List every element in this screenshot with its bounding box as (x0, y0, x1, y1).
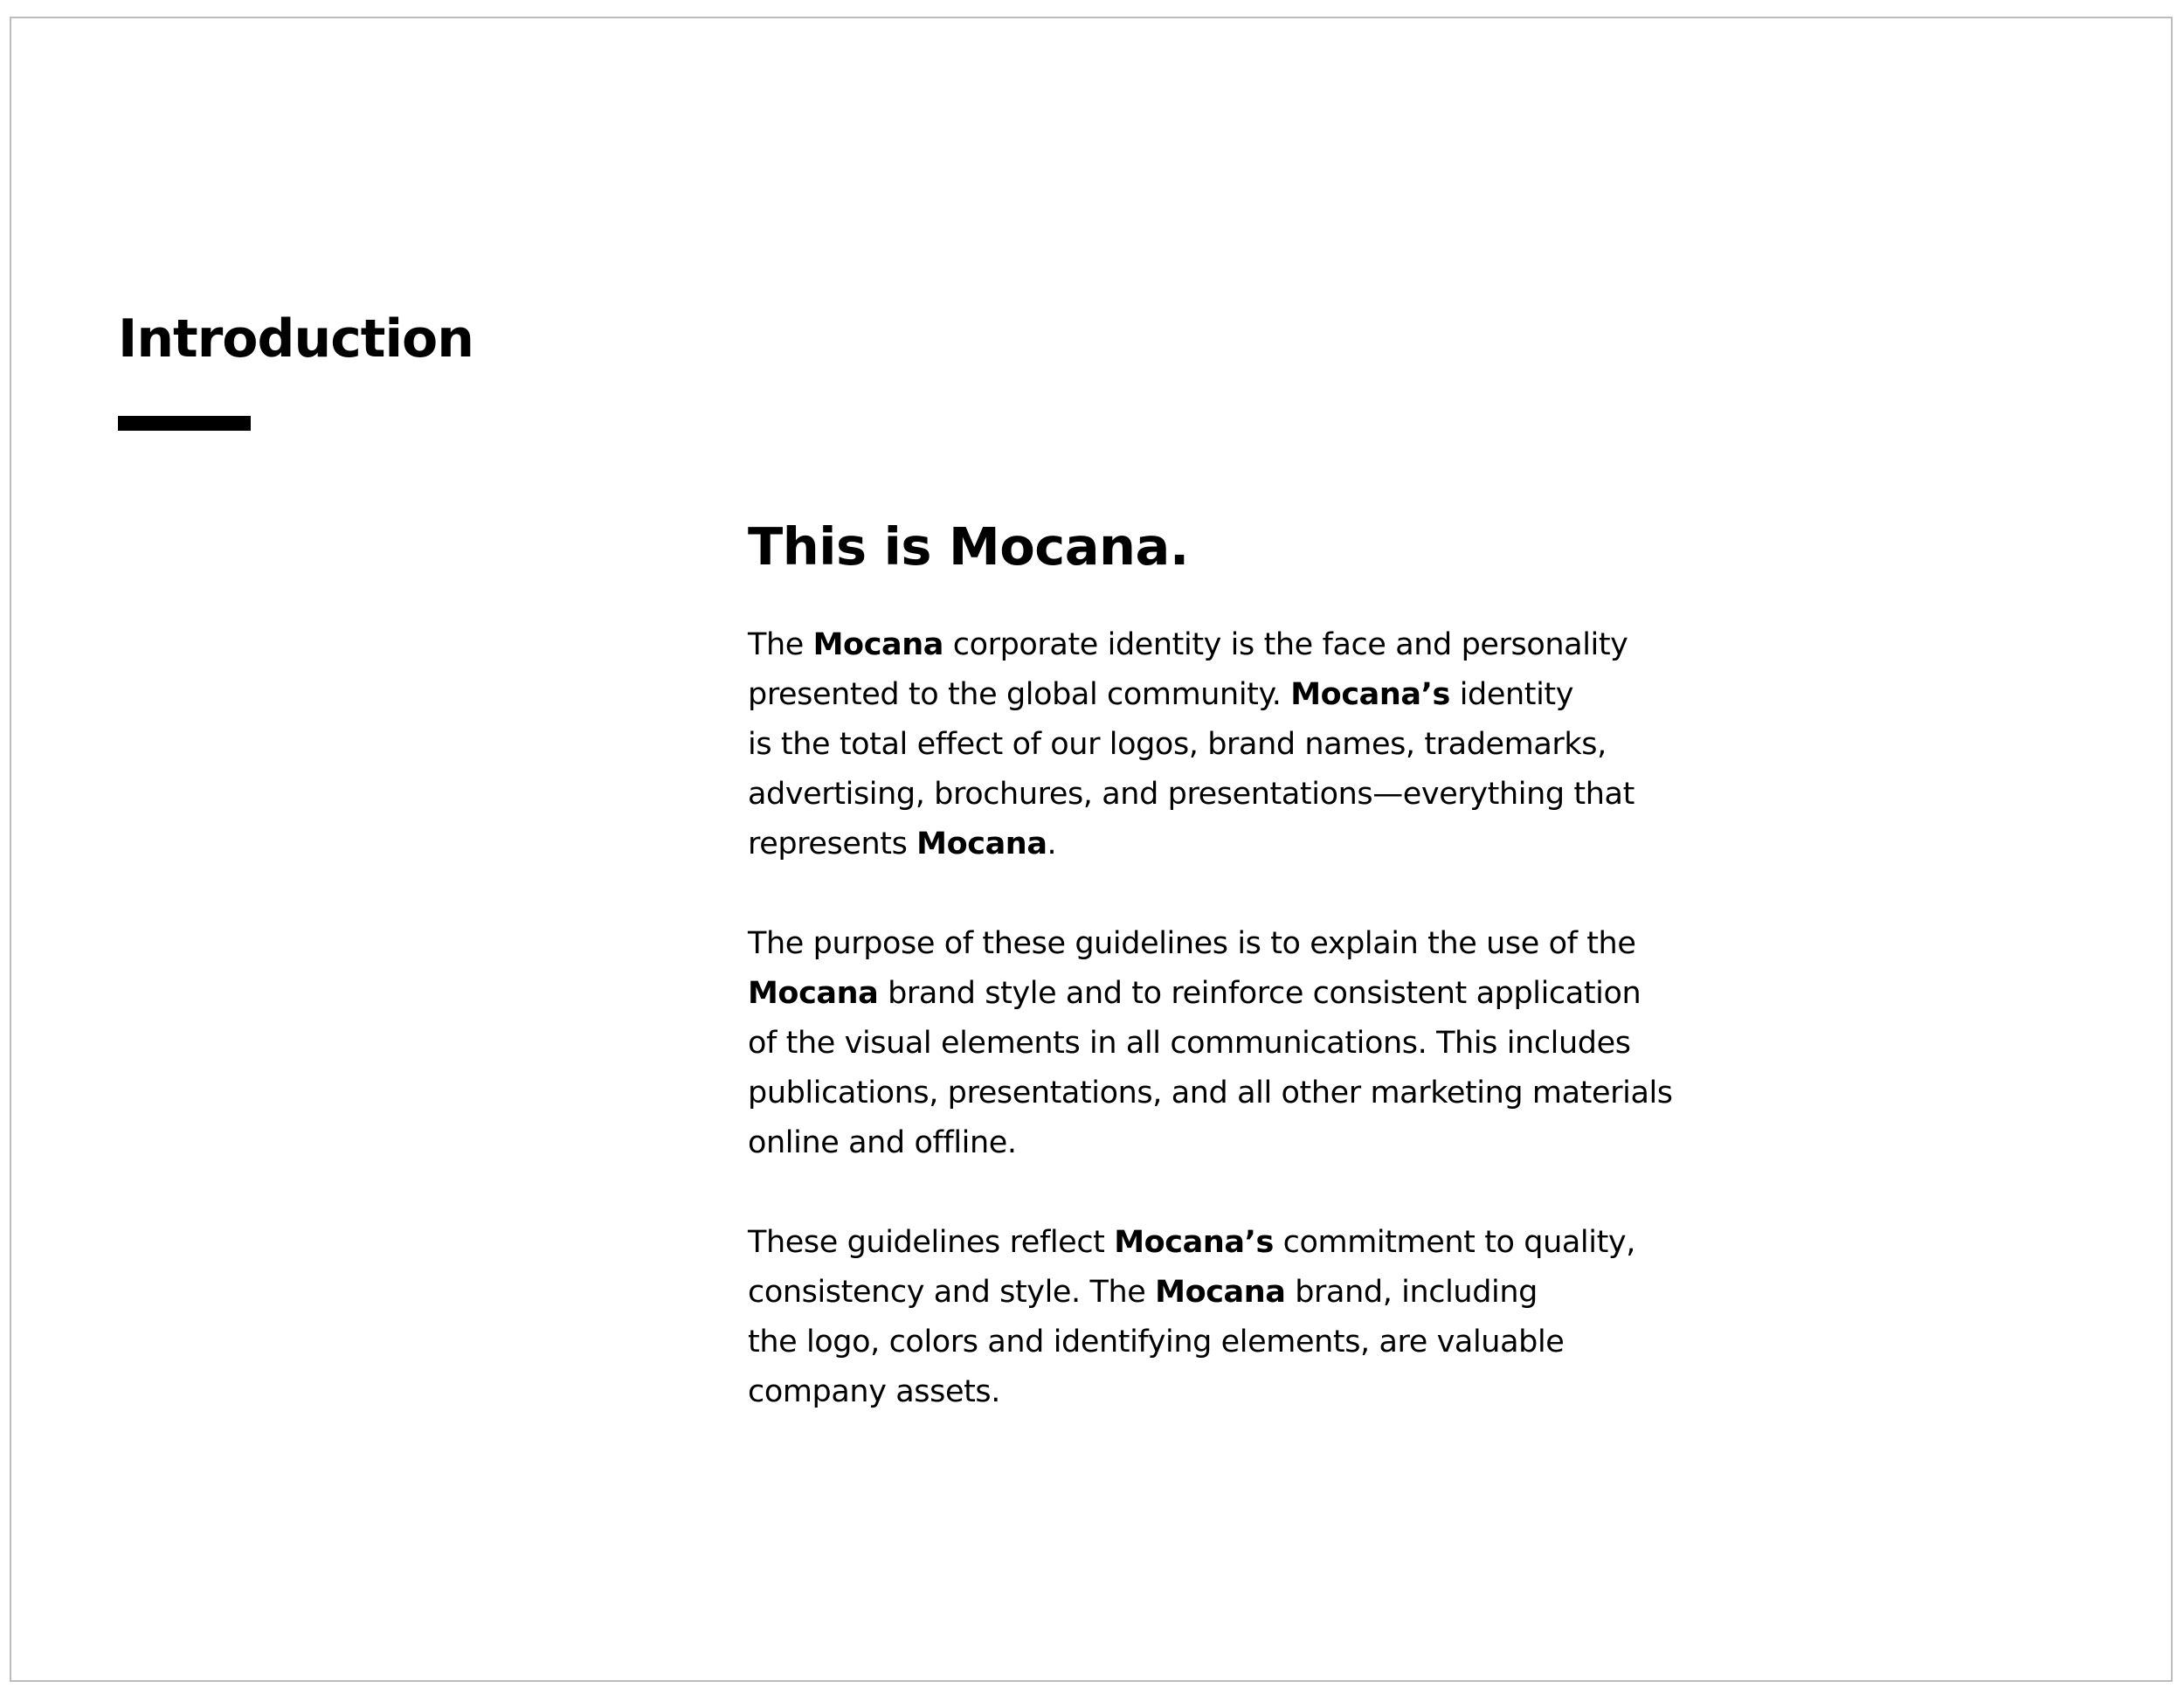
text-run: identity (1449, 677, 1574, 712)
content-block (748, 515, 1691, 1417)
text-run: . (1047, 827, 1057, 861)
text-line: of the visual elements in all communications. This includes (748, 1026, 1631, 1061)
paragraph-identity (748, 620, 1691, 869)
title-underline-bar (118, 416, 251, 431)
text-line: is the total effect of our logos, brand names, trademarks, (748, 727, 1607, 762)
text-line: online and offline. (748, 1125, 1017, 1160)
text-run: brand style and to reinforce consistent application (878, 976, 1641, 1011)
brand-name: Mocana (916, 827, 1047, 861)
text-run: These guidelines reflect (748, 1225, 1115, 1260)
text-line: publications, presentations, and all other marketing materials (748, 1076, 1673, 1110)
content-heading: This is Mocana. (748, 516, 1189, 577)
text-run: commitment to quality, (1273, 1225, 1635, 1260)
paragraph-commitment (748, 1218, 1691, 1417)
text-line: advertising, brochures, and presentations—everything that (748, 777, 1635, 812)
text-line (748, 820, 1691, 869)
paragraph-purpose (748, 919, 1691, 1168)
text-line: The purpose of these guidelines is to explain the use of the (748, 926, 1636, 961)
brand-name: Mocana’s (1114, 1225, 1274, 1260)
text-run: The (748, 627, 813, 662)
text-line (748, 969, 1691, 1019)
text-line (748, 670, 1691, 720)
text-run: represents (748, 827, 917, 861)
body-text (748, 620, 1691, 1417)
text-line (748, 1268, 1691, 1318)
brand-name: Mocana (748, 976, 879, 1011)
text-run: consistency and style. The (748, 1275, 1156, 1310)
brand-name: Mocana’s (1290, 677, 1450, 712)
brand-name: Mocana (812, 627, 943, 662)
text-run: corporate identity is the face and personality (943, 627, 1628, 662)
section-title: Introduction (118, 308, 473, 370)
text-line: the logo, colors and identifying elements, are valuable (748, 1325, 1565, 1359)
text-line (748, 620, 1691, 670)
text-run: brand, including (1285, 1275, 1538, 1310)
text-line (748, 1218, 1691, 1268)
brand-name: Mocana (1155, 1275, 1286, 1310)
text-line: company assets. (748, 1374, 1000, 1409)
text-run: presented to the global community. (748, 677, 1291, 712)
